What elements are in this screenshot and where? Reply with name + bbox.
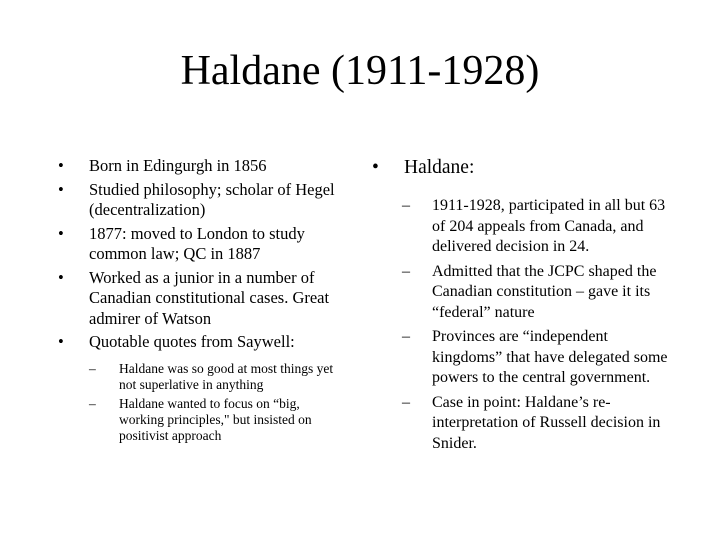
list-item — [58, 268, 348, 330]
sub-list-item — [89, 396, 348, 444]
dash-icon: – — [402, 328, 410, 345]
right-heading: Haldane: — [404, 157, 475, 178]
sub-list-item-text: Case in point: Haldane’s re-interpretation of Russell decision in Snider. — [432, 393, 661, 452]
dash-icon: – — [89, 360, 96, 376]
list-item-text: 1877: moved to London to study common law; QC in 1887 — [89, 223, 305, 263]
dash-icon: – — [402, 197, 410, 214]
sub-list-item-text: Haldane was so good at most things yet not superlative in anything — [119, 360, 334, 392]
dash-icon: – — [402, 262, 410, 280]
left-bullet-list — [58, 156, 348, 353]
bullet-icon: • — [372, 157, 379, 178]
bullet-icon: • — [58, 156, 64, 175]
sub-list-item-text: Haldane wanted to focus on “big, working principles," but insisted on positivist approach — [119, 395, 312, 443]
list-item-text: Quotable quotes from Saywell: — [89, 332, 295, 351]
bullet-icon: • — [58, 223, 64, 243]
dash-icon: – — [402, 393, 410, 411]
slide-title: Haldane (1911-1928) — [180, 48, 540, 94]
left-sub-list — [89, 361, 348, 444]
sub-list-item — [402, 393, 672, 455]
right-column — [372, 156, 672, 458]
sub-list-item — [402, 262, 672, 324]
list-item-text: Worked as a junior in a number of Canadian constitutional cases. Great admirer of Watson — [89, 267, 330, 328]
sub-list-item — [402, 327, 672, 389]
list-item — [58, 180, 348, 221]
list-item — [58, 156, 348, 177]
sub-list-item — [89, 361, 348, 393]
sub-list-item-text: 1911-1928, participated in all but 63 of 204 appeals from Canada, and delivered decision in 24. — [432, 197, 666, 255]
left-column — [58, 156, 348, 447]
list-item-text: Born in Edingurgh in 1856 — [89, 156, 267, 175]
bullet-icon: • — [58, 332, 64, 351]
list-item — [372, 156, 672, 180]
dash-icon: – — [89, 395, 96, 411]
list-item — [58, 332, 348, 353]
sub-list-item-text: Admitted that the JCPC shaped the Canadian constitution – gave it its “federal” nature — [432, 262, 657, 321]
bullet-icon: • — [58, 179, 64, 199]
list-item-text: Studied philosophy; scholar of Hegel (decentralization) — [89, 179, 335, 219]
bullet-icon: • — [58, 267, 64, 287]
right-sub-list — [402, 196, 672, 454]
sub-list-item-text: Provinces are “independent kingdoms” that have delegated some powers to the central government. — [432, 328, 668, 386]
list-item — [58, 224, 348, 265]
right-bullet-list — [372, 156, 672, 180]
sub-list-item — [402, 196, 672, 258]
